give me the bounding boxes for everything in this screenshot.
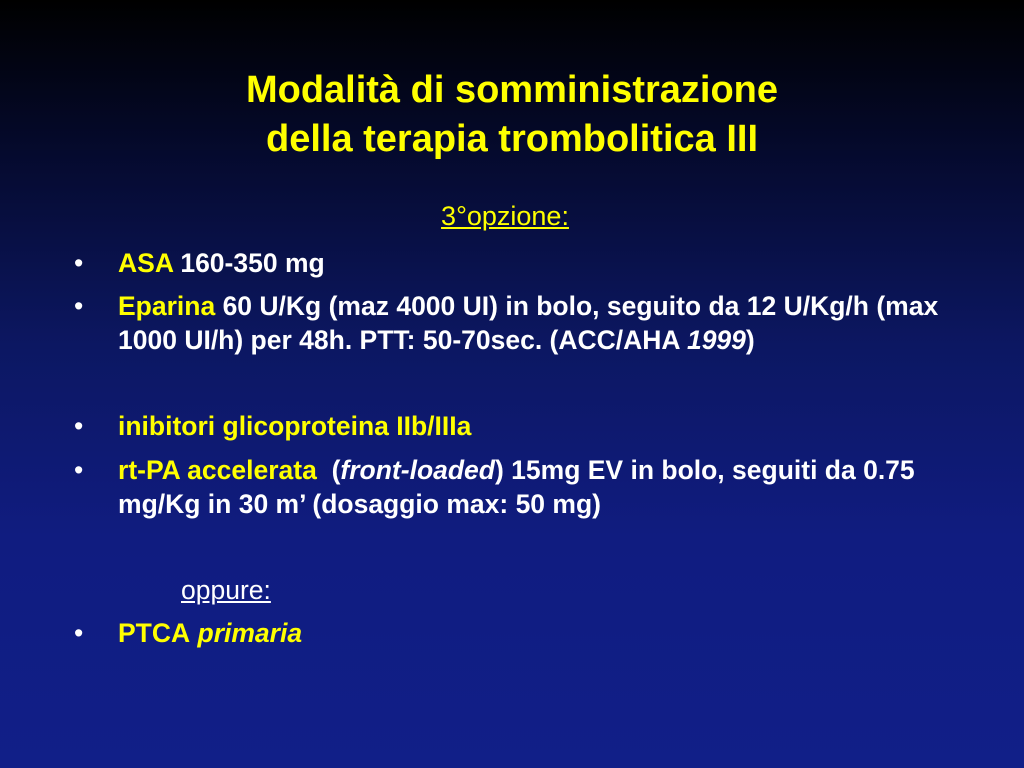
bullet-text: ) 15mg EV in bolo, seguiti da 0.75 mg/Kg in 30 m’ (dosaggio max: 50 mg) <box>118 455 915 519</box>
bullet-italic-year: 1999 <box>686 325 746 355</box>
bullet-text-tail: ) <box>745 325 755 355</box>
slide-title <box>0 66 1024 164</box>
bullet-dot: • <box>74 618 84 648</box>
bullet-text-pre: ( <box>316 455 341 485</box>
bullet-inibitori <box>74 409 948 443</box>
bullet-eparina <box>74 289 948 357</box>
bullet-ptca <box>74 616 948 650</box>
bullet-label: Eparina <box>118 291 216 321</box>
bullet-asa <box>74 246 948 280</box>
bullet-italic-front-loaded: front-loaded <box>340 455 495 485</box>
bullet-dot: • <box>74 291 84 321</box>
bullet-label: ASA <box>118 248 173 278</box>
bullet-rtpa <box>74 453 948 521</box>
option-heading: 3°opzione: <box>441 201 569 231</box>
bullet-label: inibitori glicoproteina IIb/IIIa <box>118 411 472 441</box>
or-separator: oppure: <box>181 575 271 605</box>
bullet-text: 160-350 mg <box>172 248 325 278</box>
slide-title-line-1: Modalità di somministrazione <box>245 69 779 111</box>
bullet-label: rt-PA accelerata <box>118 455 317 485</box>
bullet-dot: • <box>74 248 84 278</box>
bullet-dot: • <box>74 455 84 485</box>
bullet-text: 60 U/Kg (maz 4000 UI) in bolo, seguito da 12 U/Kg/h (max 1000 UI/h) per 48h. PTT: 50-70sec. (ACC/AHA <box>118 291 939 355</box>
bullet-dot: • <box>74 411 84 441</box>
slide-title-line-2: della terapia trombolitica III <box>265 118 758 160</box>
bullet-label: PTCA <box>118 618 191 648</box>
bullet-italic-primaria: primaria <box>190 618 303 648</box>
